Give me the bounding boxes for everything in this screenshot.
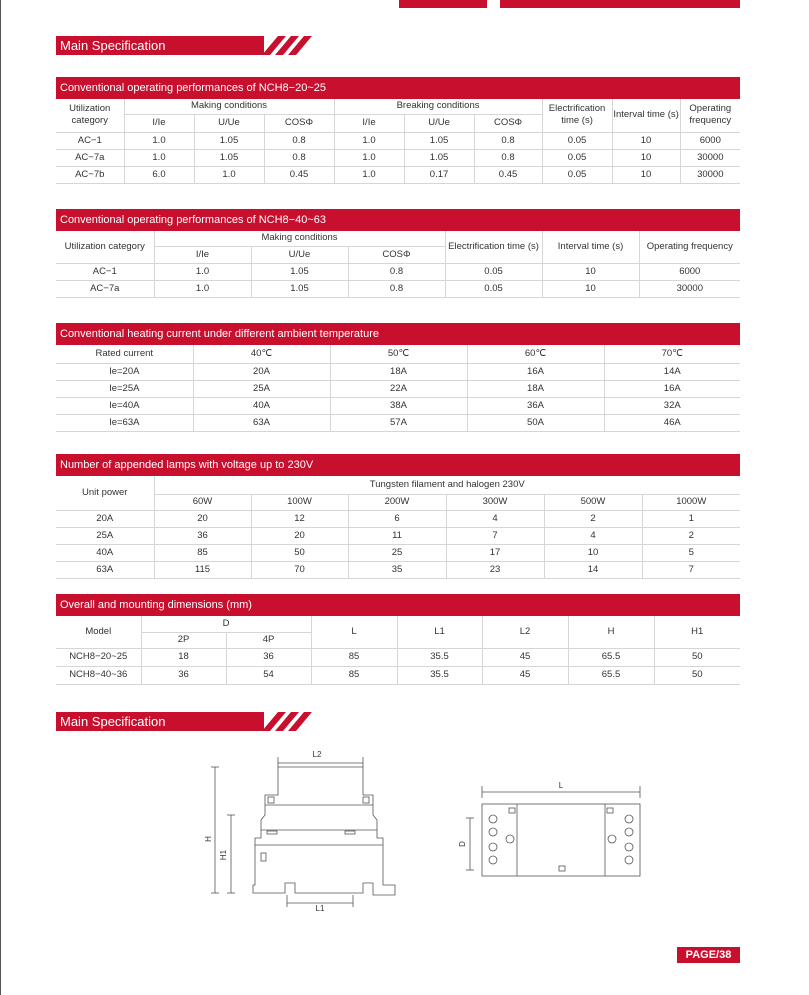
cell: 0.05 bbox=[445, 280, 542, 297]
header-frequency: Operating frequency bbox=[639, 231, 740, 263]
cell: 4 bbox=[446, 510, 544, 527]
subheader: 200W bbox=[348, 494, 446, 510]
cell: 1.0 bbox=[334, 132, 404, 149]
cell: 10 bbox=[612, 132, 680, 149]
header-tungsten: Tungsten filament and halogen 230V bbox=[154, 476, 740, 494]
side-view-drawing bbox=[205, 745, 420, 915]
header-l2: L2 bbox=[482, 616, 568, 648]
table-row bbox=[56, 527, 740, 544]
subheader: 4P bbox=[226, 632, 311, 648]
table-nch8-40-63 bbox=[56, 209, 740, 298]
cell: 50 bbox=[251, 544, 348, 561]
table-appended-lamps bbox=[56, 454, 740, 579]
header-h1: H1 bbox=[654, 616, 740, 648]
table-row bbox=[56, 666, 740, 684]
cell: 6000 bbox=[639, 263, 740, 280]
header-making: Making conditions bbox=[154, 231, 445, 246]
cell: 18A bbox=[467, 380, 604, 397]
table-row bbox=[56, 380, 740, 397]
cell: 0.8 bbox=[348, 263, 445, 280]
cell: 57A bbox=[330, 414, 467, 431]
cell: AC−7b bbox=[56, 166, 124, 183]
cell: 63A bbox=[56, 561, 154, 578]
cell: 36 bbox=[141, 666, 226, 684]
table-heating-current bbox=[56, 323, 740, 432]
cell: 85 bbox=[311, 666, 397, 684]
cell: 16A bbox=[467, 363, 604, 380]
cell: Ie=63A bbox=[56, 414, 193, 431]
table-row bbox=[56, 263, 740, 280]
header-l1: L1 bbox=[397, 616, 482, 648]
cell: 1.0 bbox=[154, 263, 251, 280]
cell: 0.05 bbox=[542, 132, 612, 149]
top-decor-strip-left bbox=[399, 0, 487, 8]
header-interval: Interval time (s) bbox=[612, 99, 680, 132]
cell: 1.05 bbox=[194, 149, 264, 166]
cell: 20A bbox=[193, 363, 330, 380]
cell: 10 bbox=[612, 149, 680, 166]
cell: 12 bbox=[251, 510, 348, 527]
subheader: I/Ie bbox=[124, 114, 194, 132]
cell: 25A bbox=[193, 380, 330, 397]
cell: 1 bbox=[642, 510, 740, 527]
cell: 65.5 bbox=[568, 666, 654, 684]
table-row bbox=[56, 648, 740, 666]
page-number: PAGE/38 bbox=[677, 947, 740, 963]
cell: AC−7a bbox=[56, 149, 124, 166]
cell: 25 bbox=[348, 544, 446, 561]
cell: 70 bbox=[251, 561, 348, 578]
header-making: Making conditions bbox=[124, 99, 334, 114]
cell: 22A bbox=[330, 380, 467, 397]
header-electrification: Electrification time (s) bbox=[542, 99, 612, 132]
page-edge-rule bbox=[0, 0, 1, 995]
header-interval: Interval time (s) bbox=[542, 231, 639, 263]
cell: 54 bbox=[226, 666, 311, 684]
cell: AC−1 bbox=[56, 263, 154, 280]
table-row bbox=[56, 280, 740, 297]
cell: 65.5 bbox=[568, 648, 654, 666]
subheader: I/Ie bbox=[334, 114, 404, 132]
subheader: 100W bbox=[251, 494, 348, 510]
section-header-main-spec: Main Specification bbox=[56, 36, 264, 55]
cell: 50A bbox=[467, 414, 604, 431]
cell: 40A bbox=[193, 397, 330, 414]
cell: 14A bbox=[604, 363, 740, 380]
cell: 1.05 bbox=[251, 263, 348, 280]
cell: 0.45 bbox=[264, 166, 334, 183]
cell: 17 bbox=[446, 544, 544, 561]
cell: 1.0 bbox=[154, 280, 251, 297]
header-frequency: Operating frequency bbox=[680, 99, 740, 132]
cell: Ie=25A bbox=[56, 380, 193, 397]
table-nch8-20-25 bbox=[56, 77, 740, 184]
cell: 38A bbox=[330, 397, 467, 414]
header-electrification: Electrification time (s) bbox=[445, 231, 542, 263]
table-row bbox=[56, 149, 740, 166]
cell: 10 bbox=[612, 166, 680, 183]
cell: 50 bbox=[654, 666, 740, 684]
cell: 1.05 bbox=[194, 132, 264, 149]
cell: 30000 bbox=[639, 280, 740, 297]
cell: 45 bbox=[482, 648, 568, 666]
cell: 16A bbox=[604, 380, 740, 397]
header-l: L bbox=[311, 616, 397, 648]
cell: 0.45 bbox=[474, 166, 542, 183]
dim-label-l1: L1 bbox=[315, 904, 325, 913]
subheader: COSΦ bbox=[264, 114, 334, 132]
cell: 18 bbox=[141, 648, 226, 666]
dim-label-l: L bbox=[558, 781, 564, 790]
cell: 25A bbox=[56, 527, 154, 544]
cell: 1.05 bbox=[404, 149, 474, 166]
cell: 6000 bbox=[680, 132, 740, 149]
header-breaking: Breaking conditions bbox=[334, 99, 542, 114]
section-header-main-spec-2: Main Specification bbox=[56, 712, 264, 731]
dim-label-h: H bbox=[204, 836, 213, 842]
cell: 36 bbox=[226, 648, 311, 666]
subheader: 60W bbox=[154, 494, 251, 510]
table-row bbox=[56, 561, 740, 578]
cell: 85 bbox=[154, 544, 251, 561]
table-row bbox=[56, 132, 740, 149]
table-title: Overall and mounting dimensions (mm) bbox=[56, 594, 740, 616]
cell: 7 bbox=[642, 561, 740, 578]
cell: Ie=40A bbox=[56, 397, 193, 414]
table-title: Conventional operating performances of NCH8−20~25 bbox=[56, 77, 740, 99]
cell: NCH8−40~36 bbox=[56, 666, 141, 684]
cell: 1.05 bbox=[251, 280, 348, 297]
cell: 5 bbox=[642, 544, 740, 561]
header-temp: 70℃ bbox=[604, 345, 740, 363]
table-row bbox=[56, 544, 740, 561]
cell: 2 bbox=[642, 527, 740, 544]
cell: 11 bbox=[348, 527, 446, 544]
cell: 45 bbox=[482, 666, 568, 684]
table-row bbox=[56, 510, 740, 527]
cell: 0.8 bbox=[474, 149, 542, 166]
subheader: U/Ue bbox=[404, 114, 474, 132]
cell: 7 bbox=[446, 527, 544, 544]
cell: 1.0 bbox=[124, 149, 194, 166]
subheader: 2P bbox=[141, 632, 226, 648]
cell: 2 bbox=[544, 510, 642, 527]
subheader: U/Ue bbox=[194, 114, 264, 132]
cell: 4 bbox=[544, 527, 642, 544]
subheader: COSΦ bbox=[348, 246, 445, 263]
subheader: COSΦ bbox=[474, 114, 542, 132]
cell: 30000 bbox=[680, 149, 740, 166]
table-dimensions bbox=[56, 594, 740, 685]
cell: 18A bbox=[330, 363, 467, 380]
cell: 0.17 bbox=[404, 166, 474, 183]
cell: 0.8 bbox=[264, 132, 334, 149]
header-model: Model bbox=[56, 616, 141, 648]
header-d: D bbox=[141, 616, 311, 632]
cell: 35.5 bbox=[397, 666, 482, 684]
table-title: Conventional heating current under different ambient temperature bbox=[56, 323, 740, 345]
header-utilization: Utilization category bbox=[56, 99, 124, 132]
table-title: Conventional operating performances of NCH8−40~63 bbox=[56, 209, 740, 231]
cell: 23 bbox=[446, 561, 544, 578]
dim-label-h1: H1 bbox=[219, 849, 228, 861]
cell: 10 bbox=[542, 280, 639, 297]
subheader: 1000W bbox=[642, 494, 740, 510]
cell: 36 bbox=[154, 527, 251, 544]
top-decor-strip-right bbox=[500, 0, 740, 8]
table-title: Number of appended lamps with voltage up to 230V bbox=[56, 454, 740, 476]
cell: 14 bbox=[544, 561, 642, 578]
subheader: U/Ue bbox=[251, 246, 348, 263]
cell: 0.8 bbox=[474, 132, 542, 149]
header-temp: 50℃ bbox=[330, 345, 467, 363]
cell: 50 bbox=[654, 648, 740, 666]
cell: 0.05 bbox=[542, 149, 612, 166]
table-row bbox=[56, 166, 740, 183]
cell: 0.05 bbox=[445, 263, 542, 280]
cell: 1.0 bbox=[334, 166, 404, 183]
dim-label-l2: L2 bbox=[312, 750, 322, 759]
cell: AC−7a bbox=[56, 280, 154, 297]
header-temp: 40℃ bbox=[193, 345, 330, 363]
cell: 36A bbox=[467, 397, 604, 414]
cell: 10 bbox=[544, 544, 642, 561]
table-row bbox=[56, 363, 740, 380]
cell: 35 bbox=[348, 561, 446, 578]
subheader: I/Ie bbox=[154, 246, 251, 263]
cell: AC−1 bbox=[56, 132, 124, 149]
cell: 30000 bbox=[680, 166, 740, 183]
cell: 40A bbox=[56, 544, 154, 561]
cell: 1.0 bbox=[124, 132, 194, 149]
cell: 46A bbox=[604, 414, 740, 431]
cell: 6.0 bbox=[124, 166, 194, 183]
cell: 63A bbox=[193, 414, 330, 431]
cell: 115 bbox=[154, 561, 251, 578]
cell: 10 bbox=[542, 263, 639, 280]
header-h: H bbox=[568, 616, 654, 648]
header-rated-current: Rated current bbox=[56, 345, 193, 363]
header-temp: 60℃ bbox=[467, 345, 604, 363]
cell: 0.05 bbox=[542, 166, 612, 183]
header-utilization: Utilization category bbox=[56, 231, 154, 263]
cell: 20A bbox=[56, 510, 154, 527]
cell: NCH8−20~25 bbox=[56, 648, 141, 666]
cell: 1.0 bbox=[194, 166, 264, 183]
cell: 85 bbox=[311, 648, 397, 666]
table-row bbox=[56, 397, 740, 414]
cell: 0.8 bbox=[348, 280, 445, 297]
cell: 20 bbox=[154, 510, 251, 527]
top-view-drawing bbox=[455, 778, 655, 878]
subheader: 300W bbox=[446, 494, 544, 510]
cell: 1.05 bbox=[404, 132, 474, 149]
table-row bbox=[56, 414, 740, 431]
cell: 1.0 bbox=[334, 149, 404, 166]
cell: 35.5 bbox=[397, 648, 482, 666]
dim-label-d: D bbox=[458, 841, 467, 847]
cell: 32A bbox=[604, 397, 740, 414]
subheader: 500W bbox=[544, 494, 642, 510]
cell: Ie=20A bbox=[56, 363, 193, 380]
header-unit-power: Unit power bbox=[56, 476, 154, 510]
cell: 6 bbox=[348, 510, 446, 527]
cell: 0.8 bbox=[264, 149, 334, 166]
cell: 20 bbox=[251, 527, 348, 544]
